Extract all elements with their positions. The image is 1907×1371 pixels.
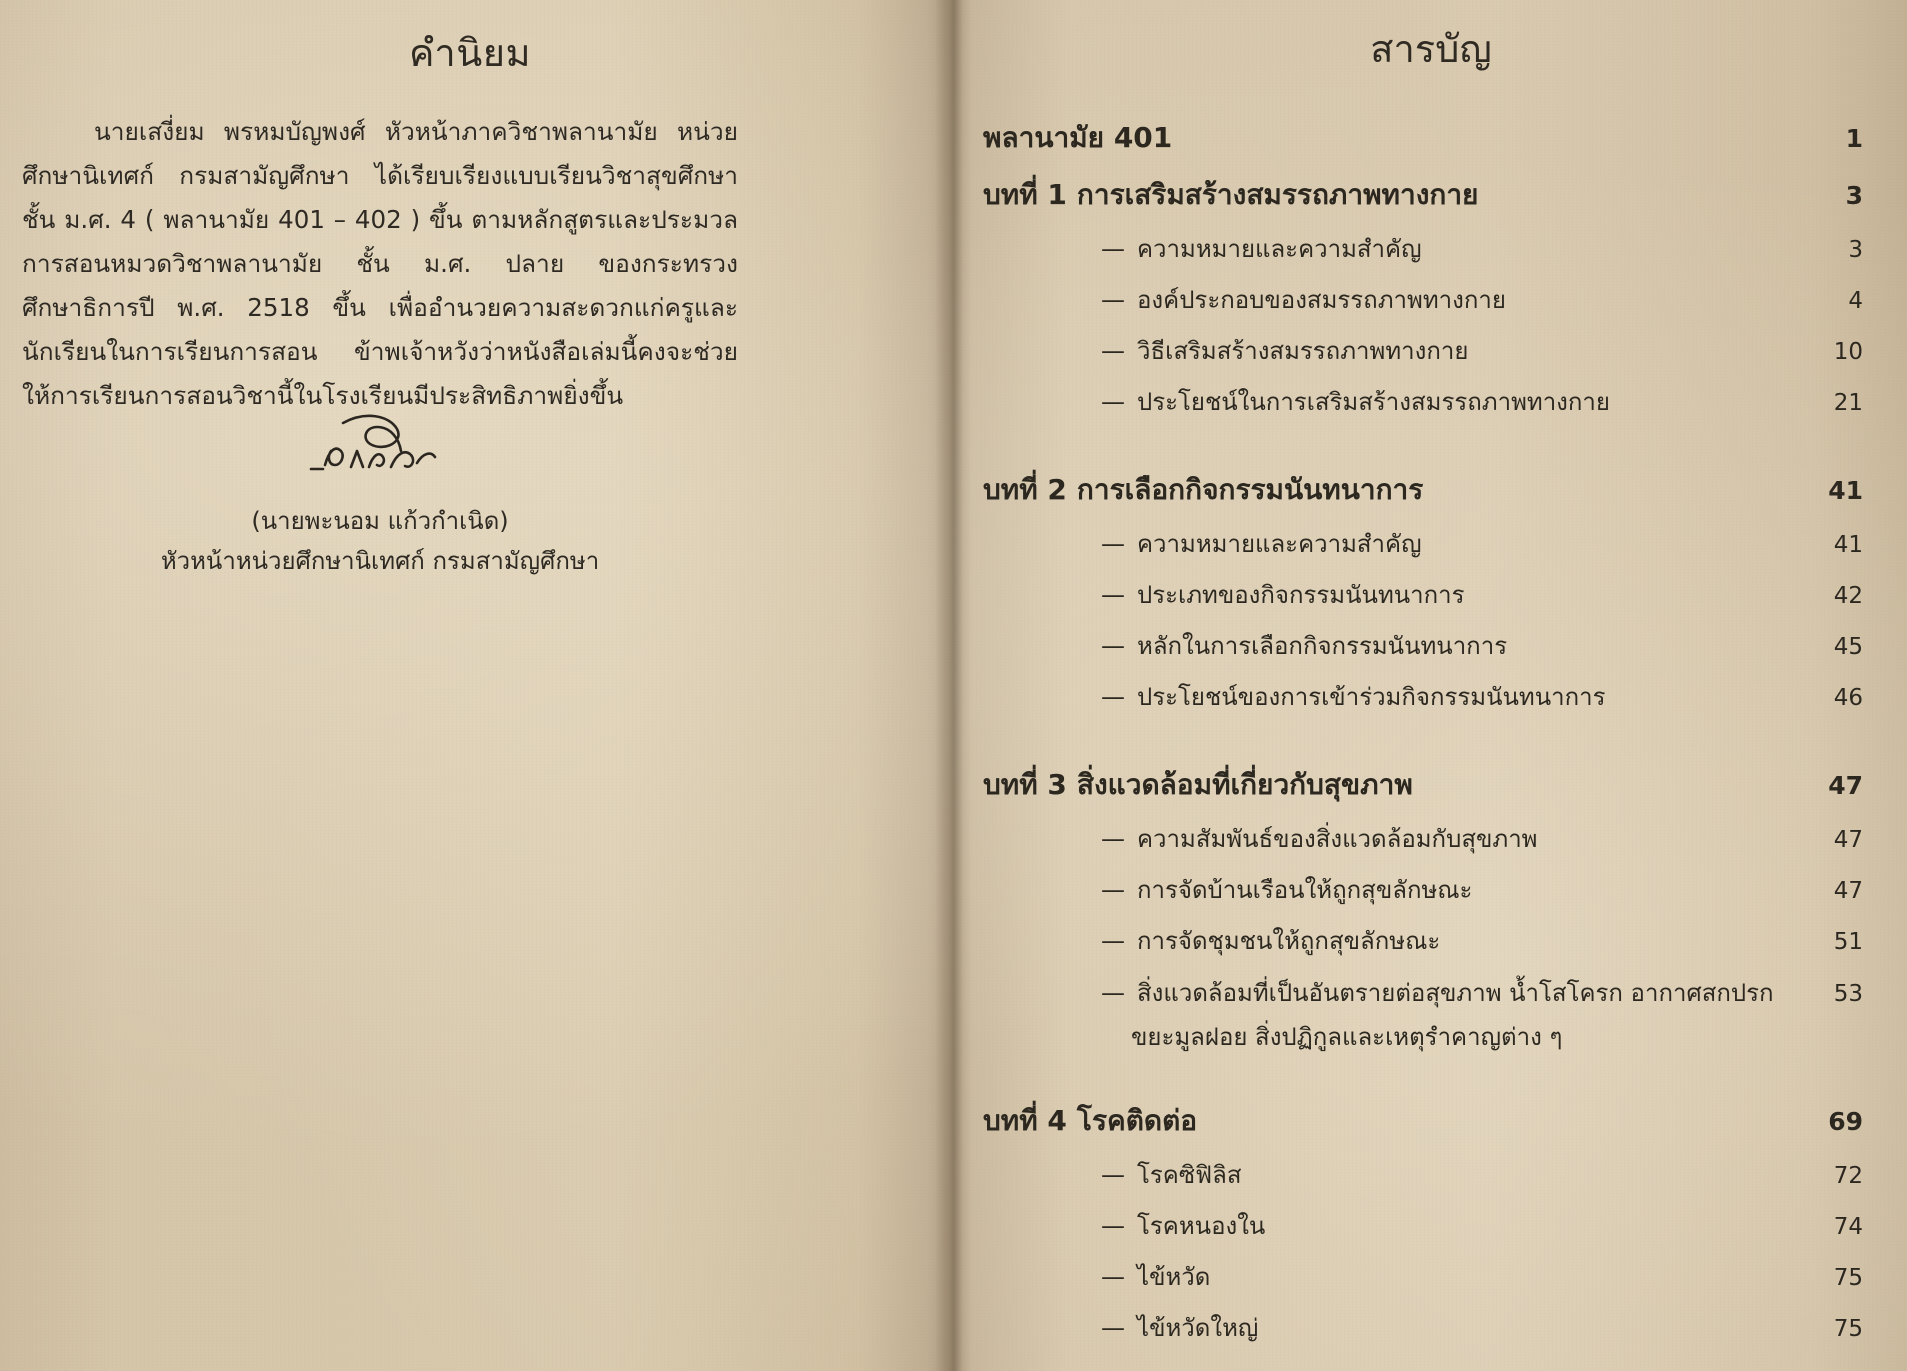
toc-section-label	[1101, 1303, 1805, 1353]
toc-section-row[interactable]	[983, 814, 1863, 865]
toc-section-label	[1101, 865, 1805, 915]
toc-page-number: 10	[1833, 339, 1863, 365]
toc-page-number: 1	[1845, 124, 1863, 153]
toc-section-label	[1101, 377, 1805, 427]
preface-paragraph: นายเสงี่ยม พรหมบัญพงศ์ หัวหน้าภาควิชาพลานามัย หน่วยศึกษานิเทศก์ กรมสามัญศึกษา ได้เรียบเรียงแบบเรียนวิชาสุขศึกษา ชั้น ม.ศ. 4 ( พลานามัย 401 – 402 ) ขึ้น ตามหลักสูตรและประมวลการสอนหมวดวิชาพลานามัย ชั้น ม.ศ. ปลาย ของกระทรวงศึกษาธิการปี พ.ศ. 2518 ขึ้น เพื่ออำนวยความสะดวกแก่ครูและนักเรียนในการเรียนการสอน ข้าพเจ้าหวังว่าหนังสือเล่มนี้คงจะช่วยให้การเรียนการสอนวิชานี้ในโรงเรียนมีประสิทธิภาพยิ่งขึ้น	[22, 117, 738, 410]
toc-section-row[interactable]	[983, 1150, 1863, 1201]
toc-page-number: 74	[1833, 1214, 1863, 1240]
toc-page-number: 21	[1833, 390, 1863, 416]
toc-page-number: 42	[1833, 583, 1863, 609]
toc-page-number: 75	[1833, 1316, 1863, 1342]
toc-section-row[interactable]	[983, 865, 1863, 916]
dash-icon: —	[1101, 530, 1125, 558]
toc-section-label	[1101, 1252, 1805, 1302]
toc-section-label	[1101, 1150, 1805, 1200]
toc-page-number: 72	[1833, 1163, 1863, 1189]
toc-section-row[interactable]	[983, 1201, 1863, 1252]
dash-icon: —	[1101, 825, 1125, 853]
toc-page-number: 47	[1833, 878, 1863, 904]
toc-page-number: 53	[1833, 981, 1863, 1007]
toc-section-row[interactable]	[983, 672, 1863, 723]
toc-spacer	[983, 428, 1863, 462]
toc-page-number: 75	[1833, 1265, 1863, 1291]
toc-section-row[interactable]	[983, 224, 1863, 275]
dash-icon: —	[1101, 337, 1125, 365]
toc-chapter-title: การเลือกกิจกรรมนันทนาการ	[1076, 473, 1424, 506]
toc-section-row[interactable]	[983, 967, 1863, 1059]
dash-icon: —	[1101, 286, 1125, 314]
dash-icon: —	[1101, 1314, 1125, 1342]
toc-chapter-row[interactable]	[983, 167, 1863, 224]
toc-chapter-title: โรคติดต่อ	[1076, 1104, 1198, 1137]
toc-chapter-number: บทที่ 3	[983, 768, 1067, 801]
toc-section-label	[1101, 916, 1805, 966]
toc-section-title-continued: ขยะมูลฝอย สิ่งปฏิกูลและเหตุรำคาญต่าง ๆ	[1131, 1023, 1563, 1051]
toc-section-title: โรคหนองใน	[1137, 1212, 1266, 1240]
toc-chapter-label	[983, 1093, 1805, 1149]
toc-section-title: การจัดบ้านเรือนให้ถูกสุขลักษณะ	[1137, 876, 1473, 904]
toc-spacer	[983, 1059, 1863, 1093]
toc-chapter-label	[983, 110, 1805, 166]
toc-page-number: 45	[1833, 634, 1863, 660]
toc-chapter-row[interactable]	[983, 1093, 1863, 1150]
toc-chapter-row[interactable]	[983, 757, 1863, 814]
signature-block	[22, 405, 738, 581]
handwritten-signature-icon	[265, 405, 495, 495]
toc-section-label	[1101, 672, 1805, 722]
toc-section-title: ประโยชน์ในการเสริมสร้างสมรรถภาพทางกาย	[1137, 388, 1610, 416]
dash-icon: —	[1101, 927, 1125, 955]
right-page	[955, 0, 1907, 1371]
table-of-contents	[983, 110, 1863, 1354]
toc-section-row[interactable]	[983, 275, 1863, 326]
toc-title: สารบัญ	[1370, 27, 1492, 71]
toc-chapter-title: สิ่งแวดล้อมที่เกี่ยวกับสุขภาพ	[1076, 768, 1413, 801]
toc-section-row[interactable]	[983, 916, 1863, 967]
dash-icon: —	[1101, 581, 1125, 609]
toc-page-number: 41	[1833, 532, 1863, 558]
toc-section-label	[1101, 570, 1805, 620]
toc-chapter-number: บทที่ 2	[983, 473, 1067, 506]
toc-section-row[interactable]	[983, 519, 1863, 570]
dash-icon: —	[1101, 979, 1125, 1007]
toc-chapter-label	[983, 167, 1805, 223]
signature-role: หัวหน้าหน่วยศึกษานิเทศก์ กรมสามัญศึกษา	[160, 547, 600, 575]
left-page	[0, 0, 940, 1371]
toc-chapter-row[interactable]	[983, 110, 1863, 167]
toc-section-title: ประโยชน์ของการเข้าร่วมกิจกรรมนันทนาการ	[1137, 683, 1606, 711]
toc-section-label	[1101, 519, 1805, 569]
toc-section-title: ประเภทของกิจกรรมนันทนาการ	[1137, 581, 1465, 609]
toc-page-number: 46	[1833, 685, 1863, 711]
toc-section-row[interactable]	[983, 621, 1863, 672]
toc-section-row[interactable]	[983, 326, 1863, 377]
toc-chapter-label	[983, 757, 1805, 813]
toc-chapter-label	[983, 462, 1805, 518]
dash-icon: —	[1101, 235, 1125, 263]
toc-section-row[interactable]	[983, 1252, 1863, 1303]
toc-section-label	[1101, 224, 1805, 274]
dash-icon: —	[1101, 632, 1125, 660]
toc-chapter-number: บทที่ 4	[983, 1104, 1067, 1137]
preface-title: คำนิยม	[408, 31, 532, 75]
toc-page-number: 69	[1828, 1107, 1863, 1136]
toc-section-label	[1101, 326, 1805, 376]
toc-section-label	[1101, 814, 1805, 864]
signature-name: (นายพะนอม แก้วกำเนิด)	[251, 507, 509, 535]
toc-page-number: 47	[1833, 827, 1863, 853]
toc-spacer	[983, 723, 1863, 757]
toc-chapter-title: พลานามัย 401	[983, 121, 1173, 154]
toc-section-title: ความสัมพันธ์ของสิ่งแวดล้อมกับสุขภาพ	[1137, 825, 1538, 853]
toc-section-label	[1101, 971, 1805, 1059]
toc-section-title: ความหมายและความสำคัญ	[1137, 235, 1422, 263]
preface-body	[22, 110, 738, 418]
dash-icon: —	[1101, 683, 1125, 711]
toc-section-label	[1101, 621, 1805, 671]
toc-section-label	[1101, 1201, 1805, 1251]
dash-icon: —	[1101, 1263, 1125, 1291]
dash-icon: —	[1101, 1161, 1125, 1189]
toc-chapter-title: การเสริมสร้างสมรรถภาพทางกาย	[1076, 178, 1479, 211]
toc-chapter-number: บทที่ 1	[983, 178, 1067, 211]
toc-section-row[interactable]	[983, 377, 1863, 428]
toc-section-title: วิธีเสริมสร้างสมรรถภาพทางกาย	[1137, 337, 1469, 365]
dash-icon: —	[1101, 388, 1125, 416]
toc-chapter-row[interactable]	[983, 462, 1863, 519]
toc-page-number: 51	[1833, 929, 1863, 955]
toc-section-label	[1101, 275, 1805, 325]
toc-section-title: การจัดชุมชนให้ถูกสุขลักษณะ	[1137, 927, 1441, 955]
toc-page-number: 3	[1848, 237, 1863, 263]
toc-page-number: 4	[1848, 288, 1863, 314]
dash-icon: —	[1101, 876, 1125, 904]
dash-icon: —	[1101, 1212, 1125, 1240]
toc-section-title: หลักในการเลือกกิจกรรมนันทนาการ	[1137, 632, 1508, 660]
toc-section-title: สิ่งแวดล้อมที่เป็นอันตรายต่อสุขภาพ น้ำโสโครก อากาศสกปรก	[1137, 979, 1774, 1007]
toc-section-title: ไข้หวัดใหญ่	[1137, 1314, 1259, 1342]
toc-section-title: ไข้หวัด	[1137, 1263, 1211, 1291]
toc-section-row[interactable]	[983, 1303, 1863, 1354]
toc-page-number: 3	[1845, 181, 1863, 210]
toc-section-title: โรคซิฟิลิส	[1137, 1161, 1242, 1189]
toc-page-number: 41	[1828, 476, 1863, 505]
toc-page-number: 47	[1828, 771, 1863, 800]
toc-section-row[interactable]	[983, 570, 1863, 621]
toc-section-title: ความหมายและความสำคัญ	[1137, 530, 1422, 558]
toc-section-title: องค์ประกอบของสมรรถภาพทางกาย	[1137, 286, 1506, 314]
